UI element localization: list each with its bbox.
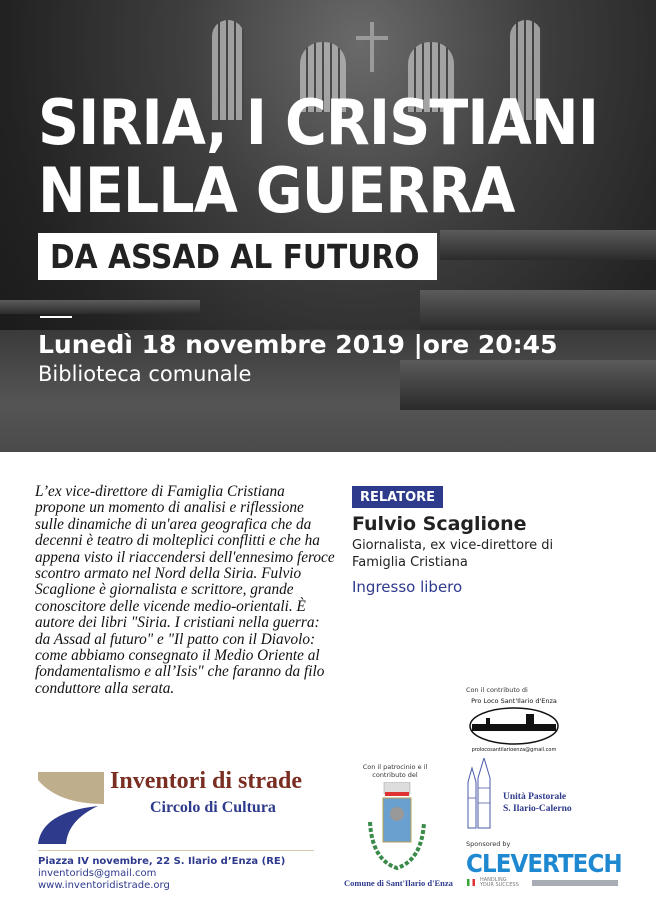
entry-info: Ingresso libero	[352, 578, 463, 596]
subtitle-box	[38, 233, 437, 280]
proloco-logo-icon	[466, 694, 562, 754]
inventori-logo-icon	[38, 772, 104, 844]
flag-icon	[467, 879, 475, 886]
parish-line-1: Unità Pastorale	[503, 792, 567, 802]
comune-coat-of-arms-icon	[362, 782, 432, 874]
patronage-label: Con il patrocinio e il contributo del	[362, 763, 428, 779]
sponsored-label: Sponsored by	[466, 840, 511, 848]
title-line-1: SIRIA, I CRISTIANI	[38, 86, 599, 159]
church-drawing-icon	[466, 758, 498, 830]
speaker-role: Giornalista, ex vice-direttore di Famiglia Cristiana	[352, 538, 554, 570]
divider	[40, 316, 72, 318]
comune-name: Comune di Sant'Ilario d'Enza	[344, 878, 453, 888]
subtitle: DA ASSAD AL FUTURO	[50, 237, 420, 276]
organizer-website[interactable]: www.inventoridistrade.org	[38, 880, 170, 891]
speaker-badge: RELATORE	[352, 486, 443, 508]
event-location: Biblioteca comunale	[38, 362, 252, 386]
proloco-name: Pro Loco Sant'Ilario d'Enza	[471, 697, 557, 705]
organizer-email[interactable]: inventorids@gmail.com	[38, 868, 157, 879]
contrib-label: Con il contributo di	[466, 686, 528, 694]
sponsor-slogan: HANDLING YOUR SUCCESS	[480, 877, 519, 888]
organizer-address: Piazza IV novembre, 22 S. Ilario d’Enza (RE)	[38, 856, 286, 867]
event-date: Lunedì 18 novembre 2019 |ore 20:45	[38, 330, 558, 359]
description: L’ex vice-direttore di Famiglia Cristiana propone un momento di analisi e riflessione sulle dinamiche di un'area geografica che da decenni è teatro di molteplici conflitti e che ha appena visto il riaccendersi dell'ennesimo feroce scontro armato nel Nord della Siria. Fulvio Scaglione è giornalista e scrittore, grande conoscitore delle vicende medio-orientali. È autore dei libri "Siria. I cristiani nella guerra: da Assad al futuro" e "Il patto con il Diavolo: come abbiamo consegnato il Medio Oriente al fondamentalismo e all’Isis" che faranno da filo conduttore alla serata.	[35, 483, 335, 697]
proloco-email: prolocosantilarioenza@gmail.com	[471, 747, 557, 753]
organizer-name: Inventori di strade	[110, 768, 302, 794]
divider	[38, 850, 314, 851]
title-line-2: NELLA GUERRA	[38, 154, 515, 227]
speaker-name: Fulvio Scaglione	[352, 513, 527, 535]
organizer-subtitle: Circolo di Cultura	[150, 799, 276, 816]
parish-name	[503, 791, 572, 815]
parish-line-2: S. Ilario-Calerno	[503, 804, 572, 814]
sponsor-bar	[532, 880, 618, 886]
cross-icon	[370, 22, 374, 72]
sponsor-logo: CLEVERTECH	[466, 849, 622, 878]
